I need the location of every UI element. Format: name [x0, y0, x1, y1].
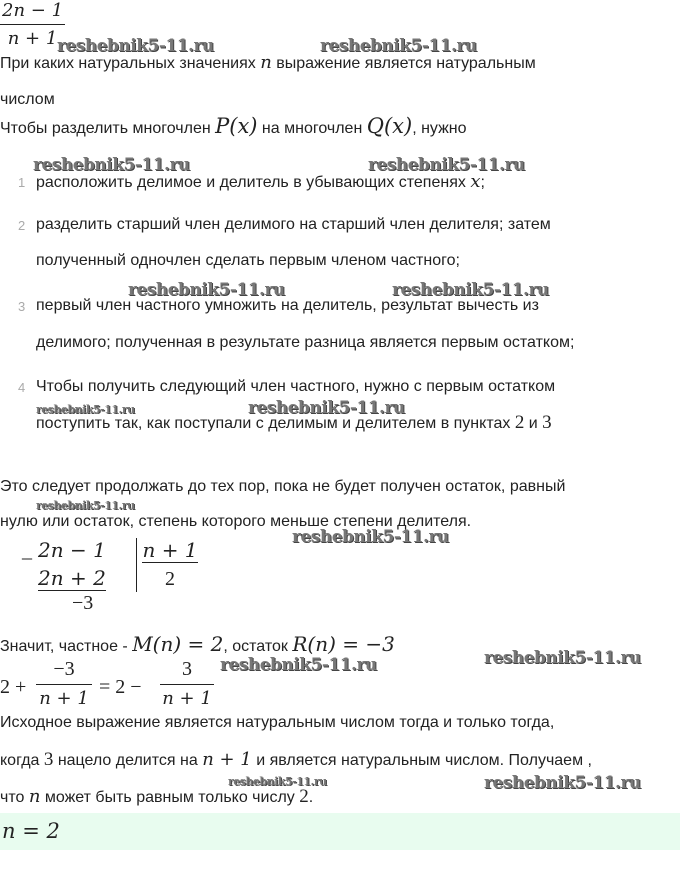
conclusion-line-2: когда 3 нацело делится на n + 1 и является натуральным числом. Получаем ,: [0, 749, 592, 770]
step-number: 1: [18, 175, 26, 190]
watermark: reshebnik5-11.ru: [484, 648, 641, 668]
watermark: reshebnik5-11.ru: [484, 773, 641, 793]
watermark: reshebnik5-11.ru: [392, 280, 549, 300]
conclusion-line-1: Исходное выражение является натуральным числом тогда и только тогда,: [0, 714, 555, 731]
answer-box: [0, 813, 680, 850]
watermark: reshebnik5-11.ru: [220, 655, 377, 675]
watermark: reshebnik5-11.ru: [292, 527, 449, 547]
step-2-cont: полученный одночлен сделать первым членом частного;: [36, 252, 460, 269]
step-4: Чтобы получить следующий член частного, нужно с первым остатком: [36, 378, 556, 395]
watermark: reshebnik5-11.ru: [36, 403, 135, 416]
step-1: расположить делимое и делитель в убывающих степенях x;: [36, 171, 485, 192]
problem-text-cont: числом: [0, 91, 55, 108]
problem-text: При каких натуральных значениях n выражение является натуральным: [0, 52, 536, 73]
answer: n = 2: [2, 819, 60, 843]
step-3: первый член частного умножить на делитель, результат вычесть из: [36, 297, 539, 314]
watermark: reshebnik5-11.ru: [33, 155, 190, 175]
watermark: reshebnik5-11.ru: [248, 398, 405, 418]
conclusion-line-3: что n может быть равным только числу 2.: [0, 786, 314, 807]
problem-fraction: $\frac{2n - 1}{n + 1}$: [2, 0, 64, 49]
watermark: reshebnik5-11.ru: [57, 36, 214, 56]
step-number: 2: [18, 218, 26, 233]
step-3-cont: делимого; полученная в результате разница является первым остатком;: [36, 334, 575, 351]
watermark: reshebnik5-11.ru: [228, 775, 327, 788]
step-number: 4: [18, 380, 26, 395]
watermark: reshebnik5-11.ru: [128, 280, 285, 300]
continue-text: Это следует продолжать до тех пор, пока не будет получен остаток, равный: [0, 478, 566, 495]
step-4-cont: поступить так, как поступали с делимым и делителем в пунктах 2 и 3: [36, 412, 552, 433]
watermark: reshebnik5-11.ru: [36, 499, 135, 512]
result-text: Значит, частное - M(n) = 2, остаток R(n) = −3: [0, 632, 395, 656]
continue-text-cont: нулю или остаток, степень которого меньше степени делителя.: [0, 513, 472, 530]
watermark: reshebnik5-11.ru: [320, 36, 477, 56]
long-division: _ 2n − 1 2n + 2 −3 n + 1 2: [22, 538, 198, 614]
step-number: 3: [18, 299, 26, 314]
intro-text: Чтобы разделить многочлен P(x) на многочлен Q(x), нужно: [0, 114, 467, 138]
watermark: reshebnik5-11.ru: [368, 155, 525, 175]
step-2: разделить старший член делимого на старший член делителя; затем: [36, 216, 551, 233]
